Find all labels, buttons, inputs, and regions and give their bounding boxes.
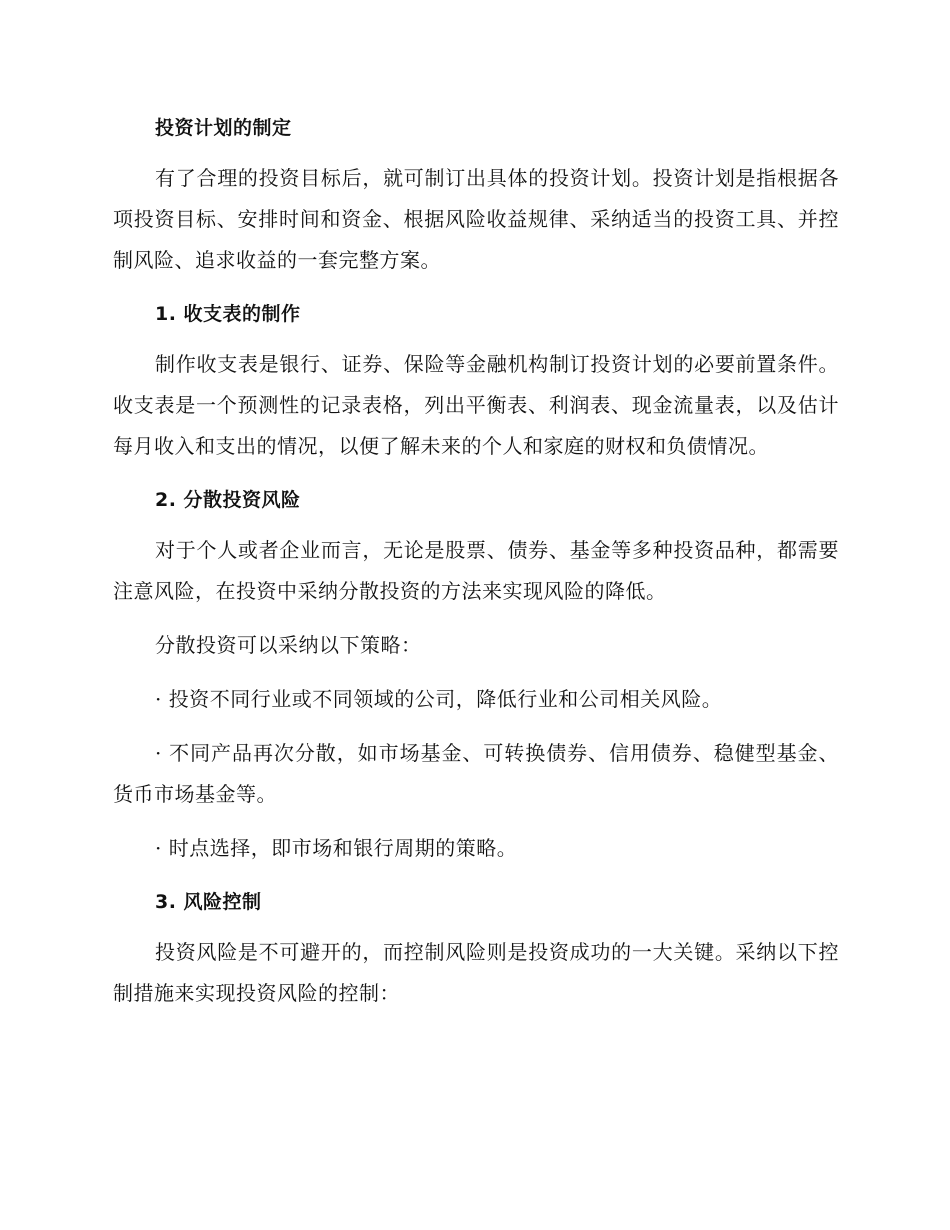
bullet-item: · 不同产品再次分散，如市场基金、可转换债券、信用债券、稳健型基金、货币市场基金等。 (113, 741, 839, 806)
section-3-heading: 3. 风险控制 (155, 891, 262, 913)
intro-paragraph: 有了合理的投资目标后，就可制订出具体的投资计划。投资计划是指根据各项投资目标、安排时间和资金、根据风险收益规律、采纳适当的投资工具、并控制风险、追求收益的一套完整方案。 (113, 166, 839, 272)
section-1-paragraph: 制作收支表是银行、证券、保险等金融机构制订投资计划的必要前置条件。收支表是一个预测性的记录表格，列出平衡表、利润表、现金流量表，以及估计每月收入和支出的情况，以便了解未来的个人和家庭的财权和负债情况。 (113, 352, 839, 458)
section-1-heading: 1. 收支表的制作 (155, 303, 301, 325)
section-2-paragraph: 对于个人或者企业而言，无论是股票、债券、基金等多种投资品种，都需要注意风险，在投资中采纳分散投资的方法来实现风险的降低。 (113, 538, 839, 603)
document-body (113, 108, 839, 1027)
section-2-strategy-intro: 分散投资可以采纳以下策略： (155, 633, 422, 657)
bullet-item: · 投资不同行业或不同领域的公司，降低行业和公司相关风险。 (155, 687, 723, 711)
document-title: 投资计划的制定 (155, 117, 292, 139)
bullet-item: · 时点选择，即市场和银行周期的策略。 (155, 836, 518, 860)
section-3-paragraph: 投资风险是不可避开的，而控制风险则是投资成功的一大关键。采纳以下控制措施来实现投资风险的控制： (113, 940, 839, 1005)
section-2-heading: 2. 分散投资风险 (155, 489, 301, 511)
